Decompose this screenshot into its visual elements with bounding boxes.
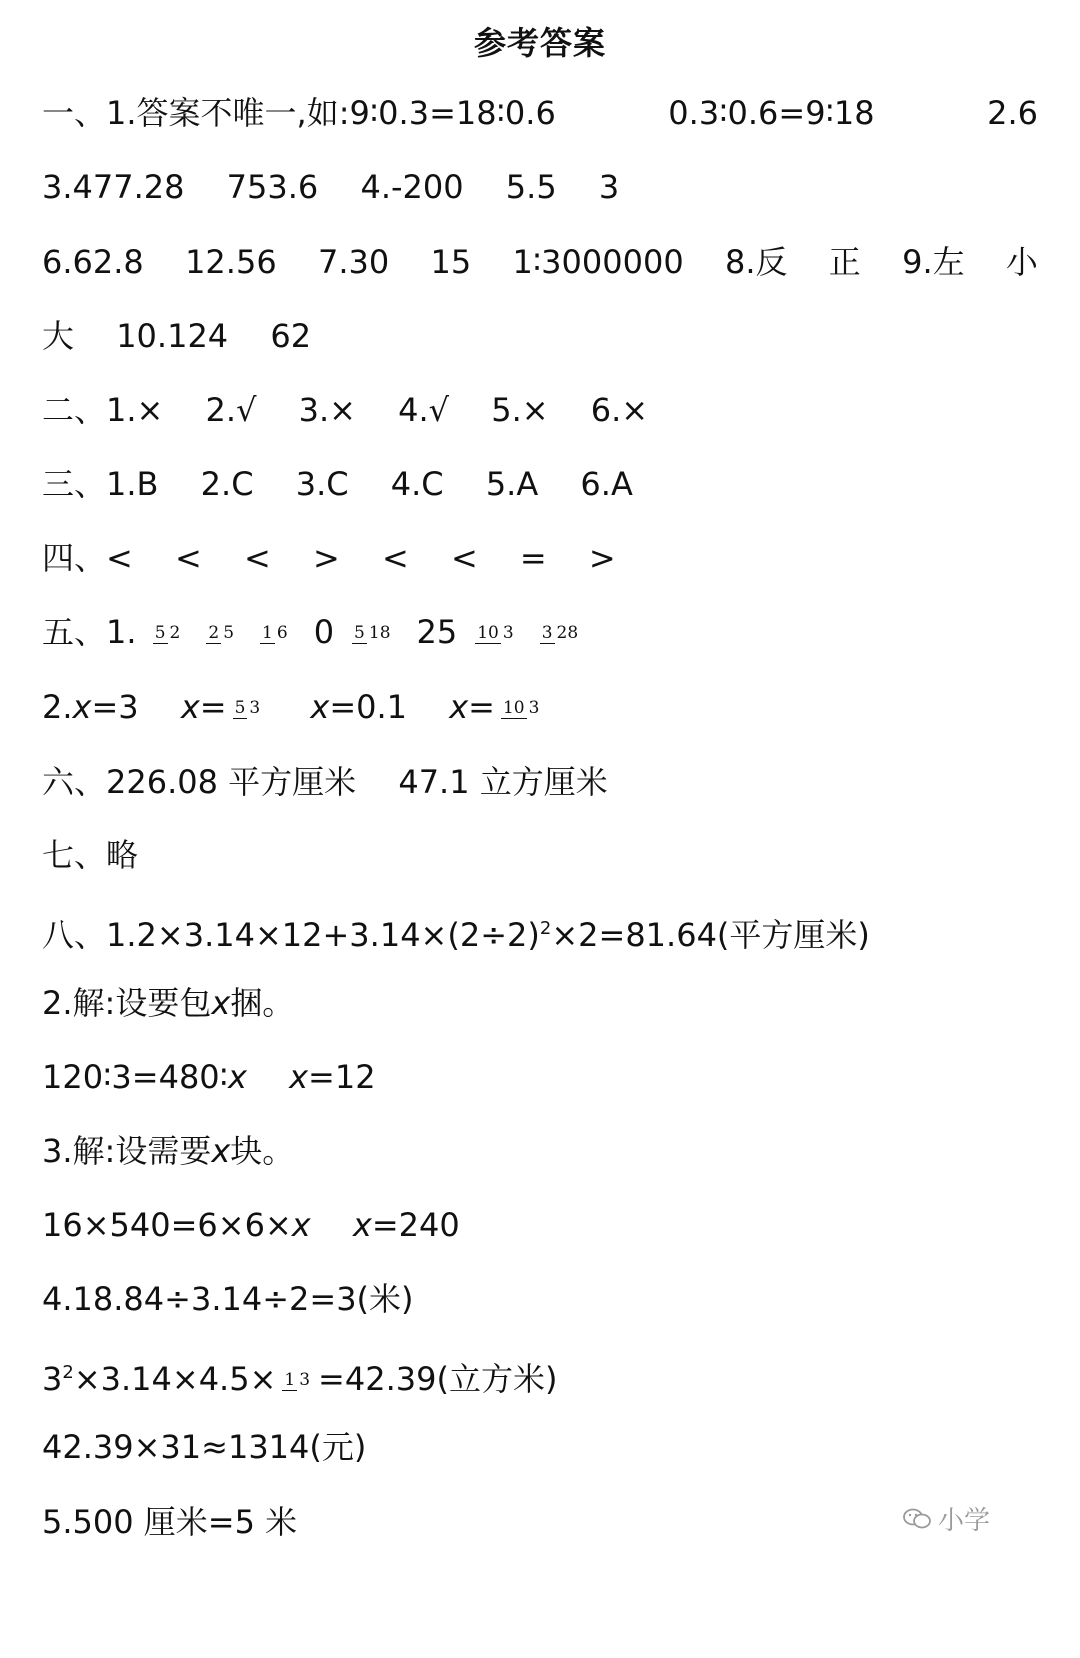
variable-x: x [211,1132,231,1170]
answer-text: ×3.14×4.5× [73,1359,277,1398]
variable-x: x [72,688,92,726]
answer-text: 3.解:设需要 [42,1132,212,1170]
answer-text: 2.C [200,465,254,503]
answer-text: 2.√ [205,391,257,429]
answer-text: 大 [42,317,75,355]
answer-text: 三、1.B [42,465,159,503]
answer-text: 0 [313,613,335,651]
answer-line-8-1 [42,907,1038,957]
answer-line-8-2 [42,981,1038,1025]
exponent: 2 [62,1362,74,1383]
answer-text: 120∶3=480∶ [42,1058,228,1096]
answer-line-1-4 [42,314,1038,358]
answer-text: 正 [828,243,861,281]
fraction: 10 3 [477,623,514,643]
answer-text: 5.A [485,465,539,503]
answer-text: 5.500 厘米=5 米 [42,1503,298,1541]
answer-text: 1∶3000000 [512,243,684,281]
watermark-text: 小学 [937,1506,990,1536]
fraction: 5 18 [354,623,391,643]
fraction: 5 3 [234,698,261,718]
answer-text: 6.A [580,465,633,503]
answer-line-4 [42,536,1038,580]
answer-text: 3 [42,1359,63,1398]
fraction: 10 3 [502,698,540,718]
answer-text: = [468,688,495,726]
answer-text: 8.反 [724,243,788,281]
answer-line-3 [42,462,1038,506]
answer-text: 4.-200 [360,168,464,206]
answer-text: =12 [308,1058,376,1096]
answer-text: 5.5 [505,168,557,206]
answer-text: 块。 [230,1132,295,1170]
answer-text: 3.× [298,391,356,429]
answer-line-8-5 [42,1203,1038,1247]
answer-text: 2.解:设要包 [42,984,212,1022]
exponent: 2 [539,918,552,939]
answer-text: ×2=81.64(平方厘米) [551,915,870,954]
answer-text: 7.30 [317,243,390,281]
answer-line-5-1 [42,610,1038,654]
answer-text: 2. [42,688,73,726]
answer-line-8-3 [42,1055,1038,1099]
answer-text: 六、226.08 平方厘米 [42,763,357,801]
variable-x: x [310,688,330,726]
answer-text: < [381,539,409,577]
answer-text: 62 [270,317,312,355]
answer-text: 9.左 [902,243,965,281]
answer-text: 6.× [590,391,649,429]
answer-line-7 [42,833,1038,877]
answer-text: 四、< [42,539,133,577]
answer-text: 五、1. [42,613,137,651]
answer-text: 4.C [390,465,444,503]
answer-text: 16×540=6×6× [42,1206,292,1244]
answer-text: =42.39(立方米) [318,1359,558,1398]
answer-text: < [243,539,271,577]
variable-x: x [291,1206,311,1244]
answer-line-1-2 [42,165,1038,209]
answer-text: 6.62.8 [42,243,144,281]
watermark [902,1500,990,1537]
answer-text: 4.√ [398,391,450,429]
answer-text: 二、1.× [42,391,164,429]
answer-line-8-4 [42,1129,1038,1173]
answer-text: > [312,539,340,577]
variable-x: x [180,688,200,726]
answer-text: 3.477.28 [42,168,185,206]
answer-text: = [199,688,227,726]
answer-text: 捆。 [230,984,295,1022]
fraction: 5 2 [154,623,181,643]
answer-text: 0.3∶0.6=9∶18 [668,94,875,132]
variable-x: x [211,984,231,1022]
answer-line-8-9 [42,1500,1038,1544]
answer-line-2 [42,388,1038,432]
answer-text: 2.6 [987,94,1038,132]
answer-text: =3 [91,688,139,726]
answer-text: 八、1.2×3.14×12+3.14×(2÷2) [42,915,540,954]
answer-text: 5.× [491,391,549,429]
fraction: 1 3 [284,1369,311,1390]
answer-text: 12.56 [185,243,277,281]
answer-text: 15 [430,243,472,281]
variable-x: x [227,1058,247,1096]
answer-text: 753.6 [226,168,319,206]
answer-line-8-6 [42,1277,1038,1321]
page-title: 参考答案 [473,24,606,62]
fraction: 3 28 [541,623,579,643]
fraction: 1 6 [262,623,288,643]
answer-text: =0.1 [329,688,408,726]
answer-text: =240 [371,1206,460,1244]
answer-text: 4.18.84÷3.14÷2=3(米) [42,1280,414,1318]
answer-text: 一、1.答案不唯一,如:9∶0.3=18∶0.6 [42,94,556,132]
variable-x: x [352,1206,372,1244]
answer-text: 42.39×31≈1314(元) [42,1428,367,1466]
answer-text: < [175,539,202,577]
answer-text: 25 [416,613,458,651]
answer-line-6 [42,760,1038,804]
answer-line-5-2 [42,685,1038,729]
answer-text: > [588,539,616,577]
answer-line-1-1 [42,91,1038,135]
wechat-icon [902,1507,932,1531]
fraction: 2 5 [208,623,235,643]
answer-text: 47.1 立方厘米 [398,763,608,801]
variable-x: x [289,1058,309,1096]
answer-line-8-8 [42,1425,1038,1469]
answer-text: 七、略 [42,836,139,874]
answer-text: 10.124 [116,317,229,355]
answer-text: = [519,539,547,577]
answer-text: 小 [1005,243,1038,281]
answer-text: 3 [598,168,620,206]
answer-text: 3.C [295,465,349,503]
variable-x: x [449,688,469,726]
answer-line-1-3 [42,240,1038,284]
answer-text: < [450,539,478,577]
answer-line-8-7 [42,1351,1038,1401]
